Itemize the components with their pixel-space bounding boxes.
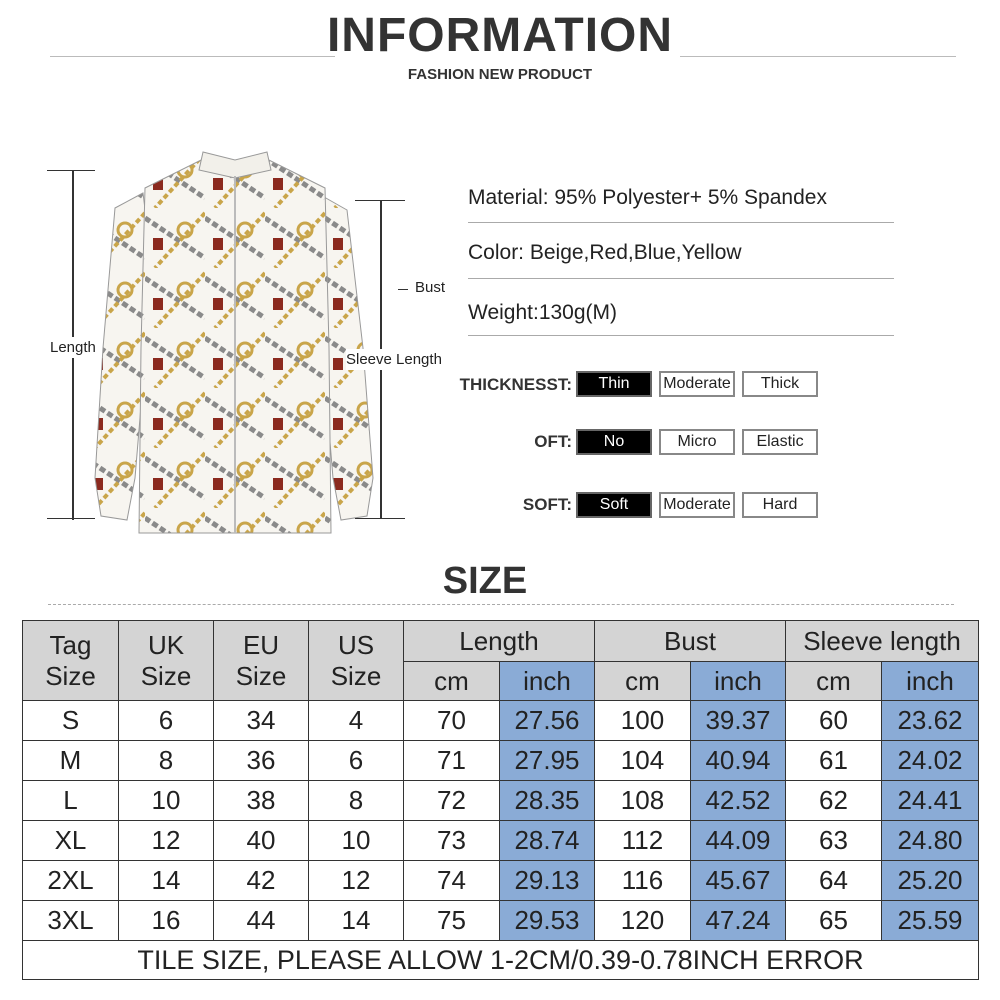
- header-uk-size: UK Size: [119, 621, 214, 701]
- header-length: Length: [404, 621, 595, 662]
- size-row: [23, 741, 979, 781]
- size-cell: 10: [119, 781, 214, 821]
- bust-label: Bust: [415, 279, 446, 296]
- shirt-illustration: [85, 148, 385, 540]
- length-measure-bottom: [47, 518, 95, 519]
- size-cell: 42.52: [691, 781, 786, 821]
- size-cell: 4: [309, 701, 404, 741]
- soft-label: SOFT:: [522, 495, 572, 514]
- header-bust: Bust: [595, 621, 786, 662]
- stretch-option-elastic: Elastic: [742, 429, 818, 455]
- size-row: [23, 861, 979, 901]
- size-cell: 6: [309, 741, 404, 781]
- size-table-body: [23, 701, 979, 980]
- size-cell: 73: [404, 821, 500, 861]
- size-cell: 62: [786, 781, 882, 821]
- size-cell: 108: [595, 781, 691, 821]
- size-table: [22, 620, 979, 980]
- page-title: INFORMATION: [326, 9, 674, 62]
- header-length-inch: inch: [500, 662, 595, 701]
- size-cell: 64: [786, 861, 882, 901]
- soft-option-moderate: Moderate: [659, 492, 735, 518]
- size-cell: 71: [404, 741, 500, 781]
- size-cell: 40.94: [691, 741, 786, 781]
- size-cell: 6: [119, 701, 214, 741]
- size-cell: 104: [595, 741, 691, 781]
- size-cell: 45.67: [691, 861, 786, 901]
- stretch-option-no: No: [576, 429, 652, 455]
- size-row: [23, 701, 979, 741]
- size-cell: 3XL: [23, 901, 119, 941]
- weight-text: Weight:130g(M): [468, 301, 618, 324]
- thickness-option-thick: Thick: [742, 371, 818, 397]
- tolerance-note: TILE SIZE, PLEASE ALLOW 1-2CM/0.39-0.78INCH ERROR: [23, 941, 979, 980]
- sleeve-length-label: Sleeve Length: [346, 351, 442, 368]
- header-sleeve-length: Sleeve length: [786, 621, 979, 662]
- soft-option-soft: Soft: [576, 492, 652, 518]
- size-cell: 8: [309, 781, 404, 821]
- stretch-option-micro: Micro: [659, 429, 735, 455]
- size-cell: 40: [214, 821, 309, 861]
- size-cell: 34: [214, 701, 309, 741]
- size-cell: 12: [119, 821, 214, 861]
- size-cell: 42: [214, 861, 309, 901]
- thickness-option-thin: Thin: [576, 371, 652, 397]
- info-rule-1: [468, 222, 894, 223]
- header-sleeve-inch: inch: [882, 662, 979, 701]
- color-text: Color: Beige,Red,Blue,Yellow: [468, 241, 742, 264]
- size-cell: 70: [404, 701, 500, 741]
- size-cell: 112: [595, 821, 691, 861]
- header-tag-size: Tag Size: [23, 621, 119, 701]
- length-measure-top: [47, 170, 95, 171]
- header-bust-cm: cm: [595, 662, 691, 701]
- header-eu-size: EU Size: [214, 621, 309, 701]
- size-rule: [48, 604, 954, 605]
- size-cell: 38: [214, 781, 309, 821]
- size-cell: 61: [786, 741, 882, 781]
- size-cell: 24.80: [882, 821, 979, 861]
- size-cell: 74: [404, 861, 500, 901]
- size-cell: 44.09: [691, 821, 786, 861]
- size-cell: 14: [309, 901, 404, 941]
- size-cell: L: [23, 781, 119, 821]
- header-bust-inch: inch: [691, 662, 786, 701]
- size-cell: 25.59: [882, 901, 979, 941]
- size-cell: 28.74: [500, 821, 595, 861]
- size-cell: 24.41: [882, 781, 979, 821]
- info-rule-3: [468, 335, 894, 336]
- size-cell: 27.56: [500, 701, 595, 741]
- size-cell: 28.35: [500, 781, 595, 821]
- size-cell: 16: [119, 901, 214, 941]
- size-cell: 10: [309, 821, 404, 861]
- thickness-label: THICKNESST:: [459, 375, 572, 394]
- soft-option-hard: Hard: [742, 492, 818, 518]
- size-cell: 12: [309, 861, 404, 901]
- size-cell: 75: [404, 901, 500, 941]
- size-cell: 29.13: [500, 861, 595, 901]
- bust-marker: [398, 289, 408, 290]
- size-cell: 8: [119, 741, 214, 781]
- size-cell: M: [23, 741, 119, 781]
- header-sleeve-cm: cm: [786, 662, 882, 701]
- size-cell: 116: [595, 861, 691, 901]
- size-cell: S: [23, 701, 119, 741]
- size-cell: 100: [595, 701, 691, 741]
- size-cell: 14: [119, 861, 214, 901]
- size-cell: 23.62: [882, 701, 979, 741]
- size-cell: 72: [404, 781, 500, 821]
- size-cell: 63: [786, 821, 882, 861]
- size-cell: 25.20: [882, 861, 979, 901]
- stretch-label: OFT:: [534, 432, 572, 451]
- size-cell: 36: [214, 741, 309, 781]
- size-cell: 44: [214, 901, 309, 941]
- size-row: [23, 781, 979, 821]
- header-length-cm: cm: [404, 662, 500, 701]
- size-title: SIZE: [442, 560, 528, 602]
- size-row: [23, 901, 979, 941]
- size-cell: 29.53: [500, 901, 595, 941]
- sleeve-measure-bottom: [355, 518, 405, 519]
- header-us-size: US Size: [309, 621, 404, 701]
- size-cell: XL: [23, 821, 119, 861]
- sleeve-measure-top: [355, 200, 405, 201]
- size-cell: 60: [786, 701, 882, 741]
- size-cell: 39.37: [691, 701, 786, 741]
- size-cell: 2XL: [23, 861, 119, 901]
- page-subtitle: FASHION NEW PRODUCT: [407, 66, 593, 83]
- material-text: Material: 95% Polyester+ 5% Spandex: [468, 186, 827, 209]
- size-cell: 65: [786, 901, 882, 941]
- size-cell: 24.02: [882, 741, 979, 781]
- size-cell: 120: [595, 901, 691, 941]
- size-row: [23, 821, 979, 861]
- thickness-option-moderate: Moderate: [659, 371, 735, 397]
- size-cell: 27.95: [500, 741, 595, 781]
- info-rule-2: [468, 278, 894, 279]
- length-label: Length: [50, 339, 96, 356]
- size-cell: 47.24: [691, 901, 786, 941]
